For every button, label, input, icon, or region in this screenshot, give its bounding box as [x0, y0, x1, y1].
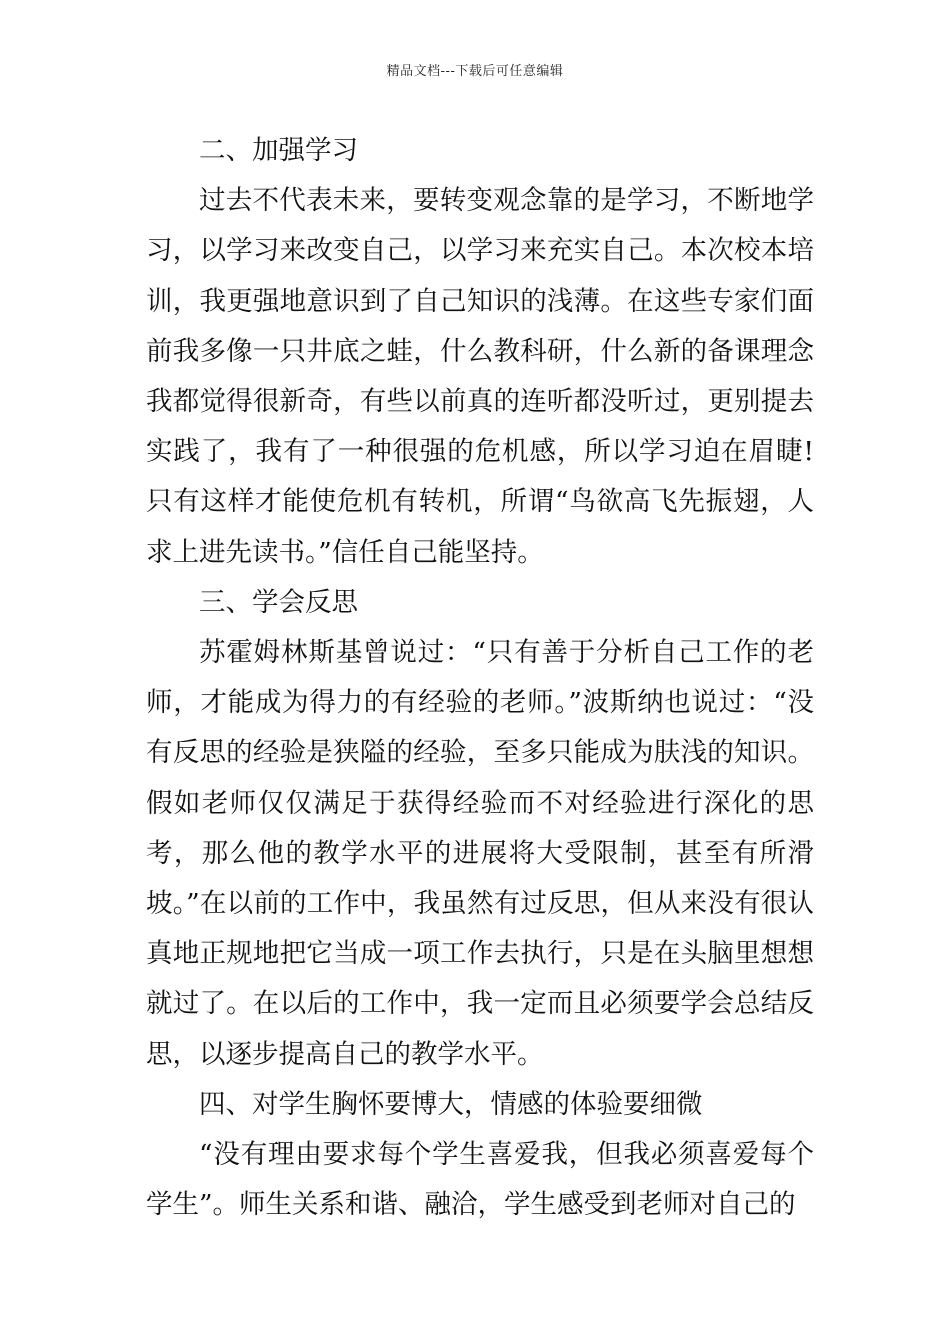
section-paragraph-reflection: 苏霍姆林斯基曾说过：“只有善于分析自己工作的老师，才能成为得力的有经验的老师。”波斯纳也说过：“没有反思的经验是狭隘的经验，至多只能成为肤浅的知识。假如老师仅仅满足于获得经验而不对经验进行深化的思考，那么他的教学水平的进展将大受限制，甚至有所滑坡。”在以前的工作中，我虽然有过反思，但从来没有很认真地正规地把它当成一项工作去执行，只是在头脑里想想就过了。在以后的工作中，我一定而且必须要学会总结反思，以逐步提高自己的教学水平。	[146, 637, 814, 1070]
section-paragraph-care-for-students: “没有理由要求每个学生喜爱我，但我必须喜爱每个学生”。师生关系和谐、融洽，学生感受到老师对自己的	[146, 1139, 814, 1221]
section-heading-care-for-students: 四、对学生胸怀要博大，情感的体验要细微	[199, 1088, 703, 1120]
section-heading-strengthen-learning: 二、加强学习	[199, 135, 358, 166]
section-heading-reflection: 三、学会反思	[199, 586, 358, 618]
page-header: 精品文档---下载后可任意编辑	[386, 64, 564, 79]
section-paragraph-strengthen-learning: 过去不代表未来，要转变观念靠的是学习，不断地学习，以学习来改变自己，以学习来充实自己。本次校本培训，我更强地意识到了自己知识的浅薄。在这些专家们面前我多像一只井底之蛙，什么教科研，什么新的备课理念我都觉得很新奇，有些以前真的连听都没听过，更别提去实践了，我有了一种很强的危机感，所以学习迫在眉睫!只有这样才能使危机有转机，所谓“鸟欲高飞先振翅，人求上进先读书。”信任自己能坚持。	[146, 185, 814, 568]
document-body	[146, 126, 814, 1230]
